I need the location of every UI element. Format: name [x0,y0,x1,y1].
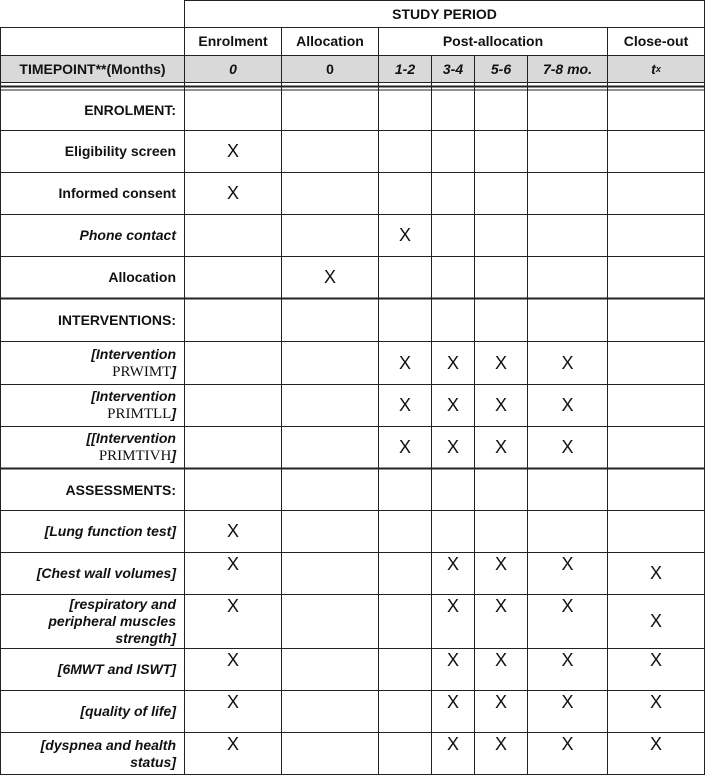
section-interventions: INTERVENTIONS: [58,312,176,328]
mark-qol-5-6: X [494,692,507,712]
mark-qol-3-4: X [446,692,459,712]
row-quality-of-life: [quality of life] [80,703,176,719]
mark-int3-3-4: X [446,437,459,457]
dyspnea-line2: status] [130,753,176,770]
mark-chest-3-4: X [446,554,459,574]
mark-dys-enrolment: X [226,734,239,754]
tx-sub: x [655,63,661,74]
respiratory-line2: peripheral muscles [48,613,176,629]
timepoint-5-6: 5-6 [490,60,512,77]
mark-resp-7-8: X [561,596,574,616]
mark-resp-enrolment: X [226,596,239,616]
mark-walk-close-out: X [649,650,662,670]
intervention-primtll-bracket: ] [171,405,176,421]
timepoint-close-out [608,56,704,82]
close-out-header: Close-out [623,33,689,49]
enrolment-header: Enrolment [198,33,268,49]
post-allocation-header: Post-allocation [442,33,544,49]
mark-walk-enrolment: X [226,650,239,670]
row-chest-wall-volumes: [Chest wall volumes] [36,565,176,581]
mark-int2-1-2: X [398,395,411,415]
mark-phone-1-2: X [398,225,411,245]
mark-resp-close-out: X [649,611,662,631]
mark-int1-5-6: X [494,352,507,373]
mark-int3-7-8: X [561,437,574,457]
mark-chest-7-8: X [561,554,574,574]
mark-consent-enrolment: X [226,183,239,203]
mark-allocation-allocation: X [323,267,336,287]
mark-resp-5-6: X [494,596,507,616]
mark-dys-5-6: X [494,734,507,754]
mark-dys-3-4: X [446,734,459,754]
mark-walk-5-6: X [494,650,507,670]
mark-eligibility-enrolment: X [226,141,239,161]
timepoint-7-8: 7-8 mo. [542,60,592,77]
mark-int1-1-2: X [398,352,411,373]
timepoint-3-4: 3-4 [442,60,464,77]
tx-main: t [651,60,656,77]
mark-int3-1-2: X [398,437,411,457]
respiratory-line1: [respiratory and [69,596,176,612]
dyspnea-line1: [dyspnea and health [40,736,176,753]
respiratory-line3: strength] [115,630,176,646]
row-lung-function-test: [Lung function test] [44,523,176,539]
timepoint-enrolment: 0 [229,60,237,77]
mark-walk-7-8: X [561,650,574,670]
mark-dys-7-8: X [561,734,574,754]
mark-chest-enrolment: X [226,554,239,574]
mark-int1-7-8: X [561,352,574,373]
mark-int3-5-6: X [494,437,507,457]
mark-int2-5-6: X [494,395,507,415]
section-enrolment: ENROLMENT: [84,102,176,118]
intervention-primtll-code: PRIMTLL [107,406,172,422]
mark-qol-enrolment: X [226,692,239,712]
intervention-primtivh-line1: [[Intervention [86,430,176,446]
mark-lung-enrolment: X [226,521,239,541]
mark-dys-close-out: X [649,734,662,754]
timepoint-1-2: 1-2 [394,60,416,77]
row-phone-contact: Phone contact [79,227,176,243]
intervention-prwimt-line1: [Intervention [91,345,176,362]
timepoint-allocation: 0 [326,60,334,77]
mark-chest-5-6: X [494,554,507,574]
mark-int2-7-8: X [561,395,574,415]
row-eligibility-screen: Eligibility screen [64,143,176,159]
row-6mwt-iswt: [6MWT and ISWT] [57,661,176,677]
timepoint-label: TIMEPOINT**(Months) [19,60,166,77]
row-allocation: Allocation [108,269,176,285]
intervention-prwimt-code: PRWIMT [112,363,172,380]
row-respiratory-muscles [1,595,184,648]
intervention-primtivh-code: PRIMTIVH [98,448,172,464]
intervention-prwimt-bracket: ] [171,362,176,379]
mark-qol-close-out: X [649,692,662,712]
allocation-header: Allocation [296,33,364,49]
row-informed-consent: Informed consent [58,185,176,201]
mark-walk-3-4: X [446,650,459,670]
mark-qol-7-8: X [561,692,574,712]
row-intervention-primtll [1,385,184,426]
mark-int2-3-4: X [446,395,459,415]
row-intervention-primtivh [1,427,184,468]
study-period-header: STUDY PERIOD [392,5,497,22]
intervention-primtivh-bracket: ] [171,447,176,463]
section-assessments: ASSESSMENTS: [65,481,176,498]
mark-chest-close-out: X [649,563,662,583]
mark-int1-3-4: X [446,352,459,373]
row-dyspnea-health-status [1,733,184,774]
row-intervention-prwimt [1,342,184,384]
intervention-primtll-line1: [Intervention [91,388,176,404]
mark-resp-3-4: X [446,596,459,616]
